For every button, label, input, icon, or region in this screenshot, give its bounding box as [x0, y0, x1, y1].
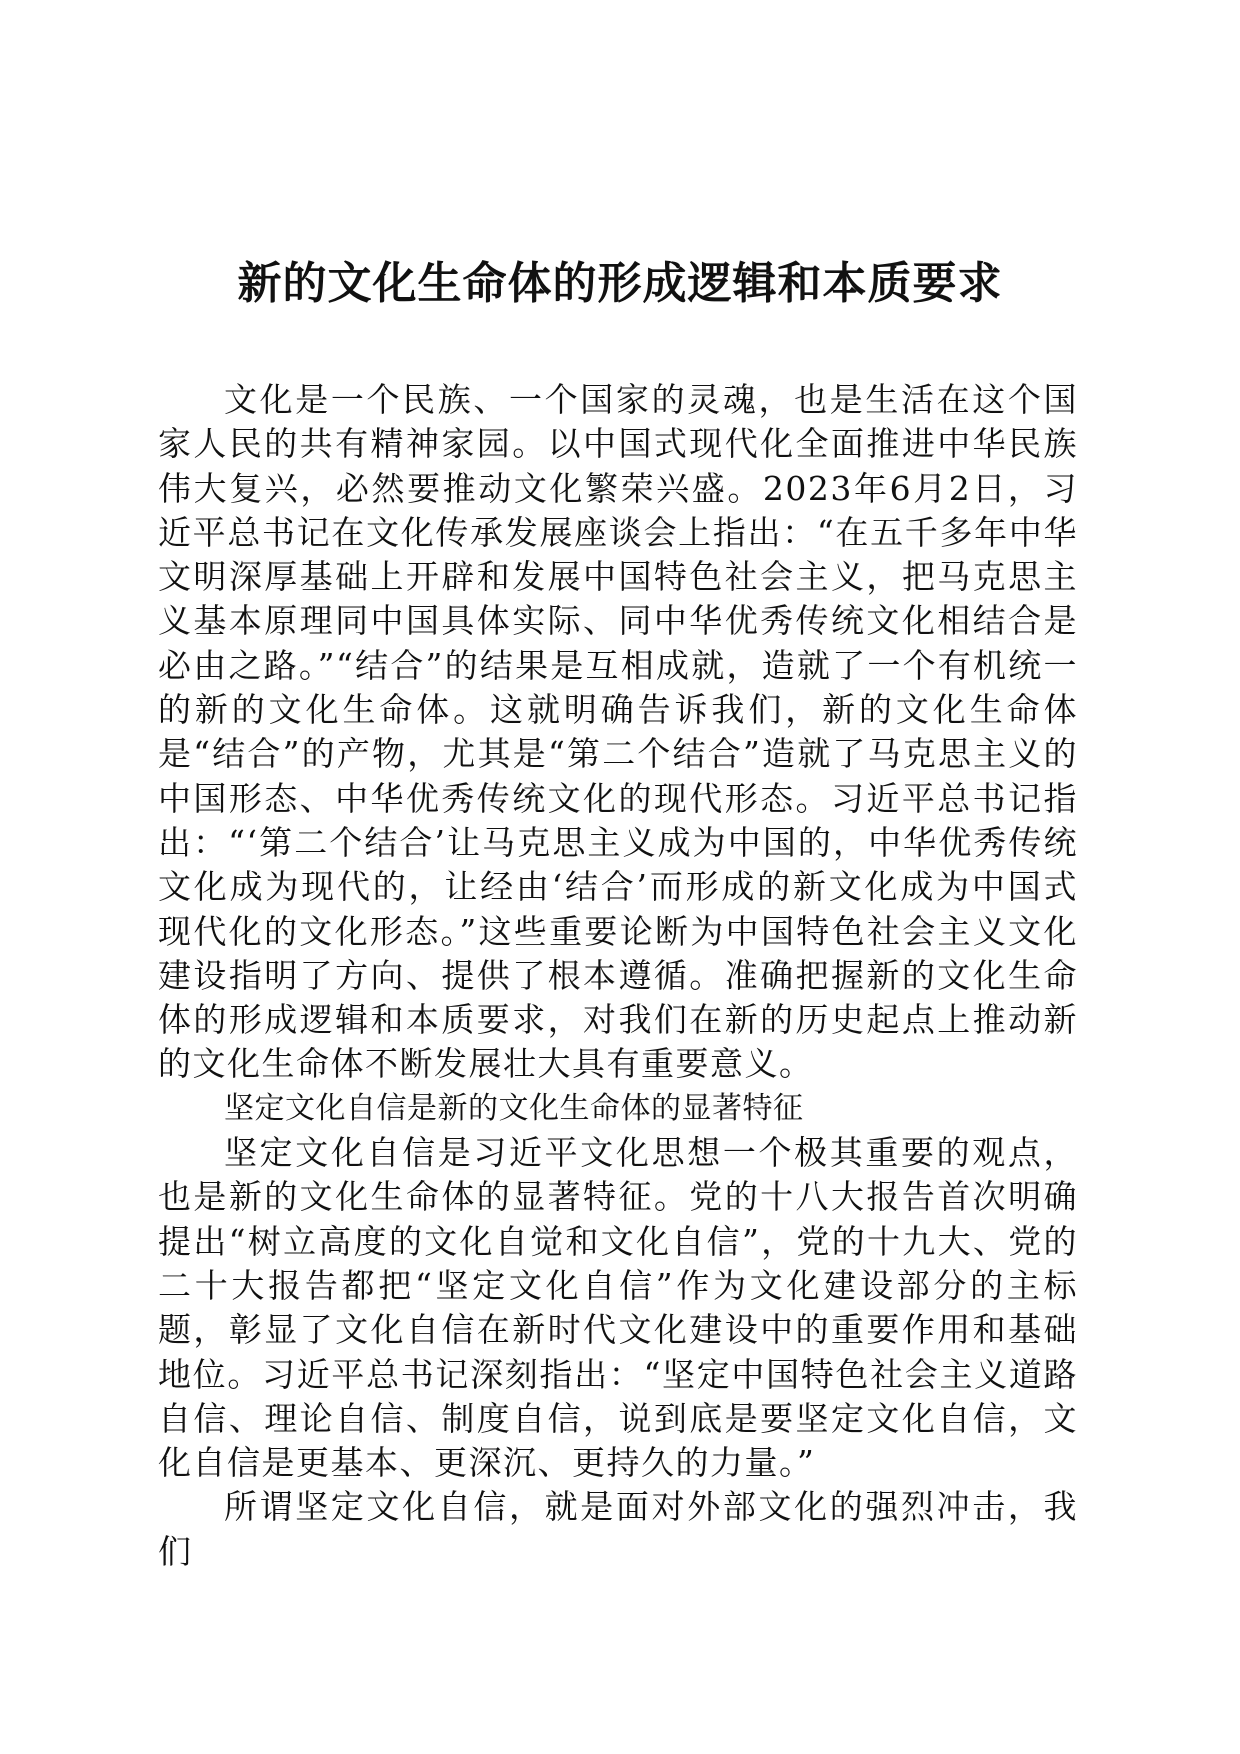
document-title: 新的文化生命体的形成逻辑和本质要求	[237, 258, 1003, 309]
intro-paragraph: 文化是一个民族、一个国家的灵魂，也是生活在这个国家人民的共有精神家园。以中国式现代化全面推进中华民族伟大复兴，必然要推动文化繁荣兴盛。2023年6月2日，习近平总书记在文化传承发展座谈会上指出：“在五千多年中华文明深厚基础上开辟和发展中国特色社会主义，把马克思主义基本原理同中国具体实际、同中华优秀传统文化相结合是必由之路。”“结合”的结果是互相成就，造就了一个有机统一的新的文化生命体。这就明确告诉我们，新的文化生命体是“结合”的产物，尤其是“第二个结合”造就了马克思主义的中国形态、中华优秀传统文化的现代形态。习近平总书记指出：“‘第二个结合’让马克思主义成为中国的，中华优秀传统文化成为现代的，让经由‘结合’而形成的新文化成为中国式现代化的文化形态。”这些重要论断为中国特色社会主义文化建设指明了方向、提供了根本遵循。准确把握新的文化生命体的形成逻辑和本质要求，对我们在新的历史起点上推动新的文化生命体不断发展壮大具有重要意义。	[158, 380, 1078, 1084]
section-paragraph-1: 坚定文化自信是习近平文化思想一个极其重要的观点，也是新的文化生命体的显著特征。党的十八大报告首次明确提出“树立高度的文化自觉和文化自信”，党的十九大、党的二十大报告都把“坚定文化自信”作为文化建设部分的主标题，彰显了文化自信在新时代文化建设中的重要作用和基础地位。习近平总书记深刻指出：“坚定中国特色社会主义道路自信、理论自信、制度自信，说到底是要坚定文化自信，文化自信是更基本、更深沉、更持久的力量。”	[158, 1133, 1078, 1483]
document-body	[158, 378, 1078, 1574]
section-heading: 坚定文化自信是新的文化生命体的显著特征	[224, 1090, 804, 1126]
section-paragraph-2: 所谓坚定文化自信，就是面对外部文化的强烈冲击，我们	[158, 1487, 1078, 1571]
